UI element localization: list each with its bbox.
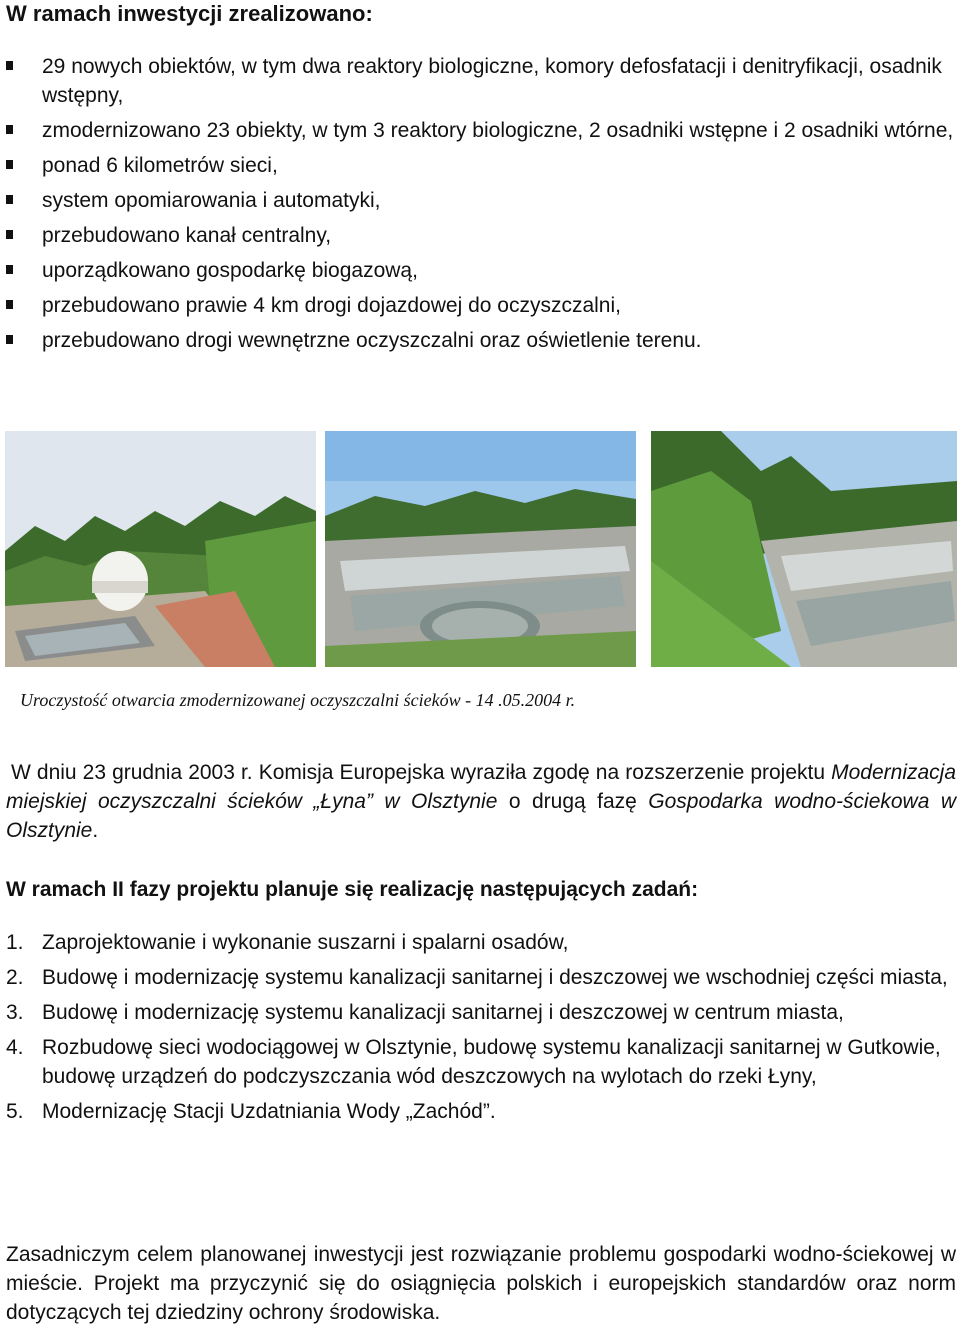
list-item [6,186,956,215]
list-item [6,1033,956,1091]
list-item-text: uporządkowano gospodarkę biogazową, [42,259,418,282]
list-item [6,256,956,285]
bullet-square-icon [6,195,13,204]
list-item-text: system opomiarowania i automatyki, [42,189,381,212]
bullet-square-icon [6,125,13,134]
list-number: 4. [6,1036,24,1059]
list-item-text: Modernizację Stacji Uzdatniania Wody „Zachód”. [42,1100,496,1123]
list-item [6,116,956,145]
list-item [6,963,956,992]
photo-strip [5,431,957,667]
phase-name: Gospodarka wodno-ściekowa w Olsztynie [6,790,957,842]
list-item [6,1097,956,1126]
list-number: 2. [6,966,24,989]
paragraph-text: o drugą fazę [497,790,649,813]
list-item-text: zmodernizowano 23 obiekty, w tym 3 reaktory biologiczne, 2 osadniki wstępne i 2 osadniki wtórne, [42,119,954,142]
list-item-text: Zaprojektowanie i wykonanie suszarni i spalarni osadów, [42,931,569,954]
bullet-square-icon [6,265,13,274]
plant-photo-tanks [325,431,636,667]
bullet-square-icon [6,335,13,344]
list-item [6,326,956,355]
list-item-text: ponad 6 kilometrów sieci, [42,154,278,177]
investment-bullet-list [6,52,956,361]
plant-photo-dome [5,431,316,667]
section-heading: W ramach inwestycji zrealizowano: [6,1,373,26]
bullet-square-icon [6,61,13,70]
photo-caption: Uroczystość otwarcia zmodernizowanej oczyszczalni ścieków - 14 .05.2004 r. [20,690,576,710]
list-number: 5. [6,1100,24,1123]
task-numbered-list [6,928,956,1132]
paragraph-goal: Zasadniczym celem planowanej inwestycji jest rozwiązanie problemu gospodarki wodno-ściekowej w mieście. Projekt ma przyczynić się do osiągnięcia polskich i europejskich standardów oraz norm dotyczących tej dziedziny ochrony środowiska. [6,1243,956,1324]
list-item [6,221,956,250]
list-item [6,928,956,957]
bullet-square-icon [6,230,13,239]
list-number: 3. [6,1001,24,1024]
plant-photo-hillside [651,431,957,667]
list-item-text: Budowę i modernizację systemu kanalizacji sanitarnej i deszczowej w centrum miasta, [42,1001,844,1024]
list-item [6,998,956,1027]
list-item-text: Budowę i modernizację systemu kanalizacji sanitarnej i deszczowej we wschodniej części miasta, [42,966,948,989]
paragraph-date: W dniu 23 grudnia 2003 r. [11,761,253,784]
list-item-text: przebudowano kanał centralny, [42,224,332,247]
list-item [6,291,956,320]
list-item [6,52,956,110]
list-number: 1. [6,931,24,954]
project-name: Modernizacja miejskiej oczyszczalni ścieków „Łyna” w Olsztynie [6,761,957,813]
list-item [6,151,956,180]
list-item-text: przebudowano drogi wewnętrzne oczyszczalni oraz oświetlenie terenu. [42,329,702,352]
list-item-text: przebudowano prawie 4 km drogi dojazdowej do oczyszczalni, [42,294,621,317]
section-heading-phase2: W ramach II fazy projektu planuje się realizację następujących zadań: [6,878,699,901]
paragraph-text: Komisja Europejska wyraziła zgodę na rozszerzenie projektu [252,761,832,784]
bullet-square-icon [6,300,13,309]
paragraph-decision [6,758,956,845]
bullet-square-icon [6,160,13,169]
list-item-text: 29 nowych obiektów, w tym dwa reaktory biologiczne, komory defosfatacji i denitryfikacji, osadnik wstępny, [42,55,942,107]
paragraph-text: . [92,819,99,842]
list-item-text: Rozbudowę sieci wodociągowej w Olsztynie, budowę systemu kanalizacji sanitarnej w Gutkowie, budowę urządzeń do podczyszczania wód deszczowych na wylotach do rzeki Łyny, [42,1036,941,1088]
